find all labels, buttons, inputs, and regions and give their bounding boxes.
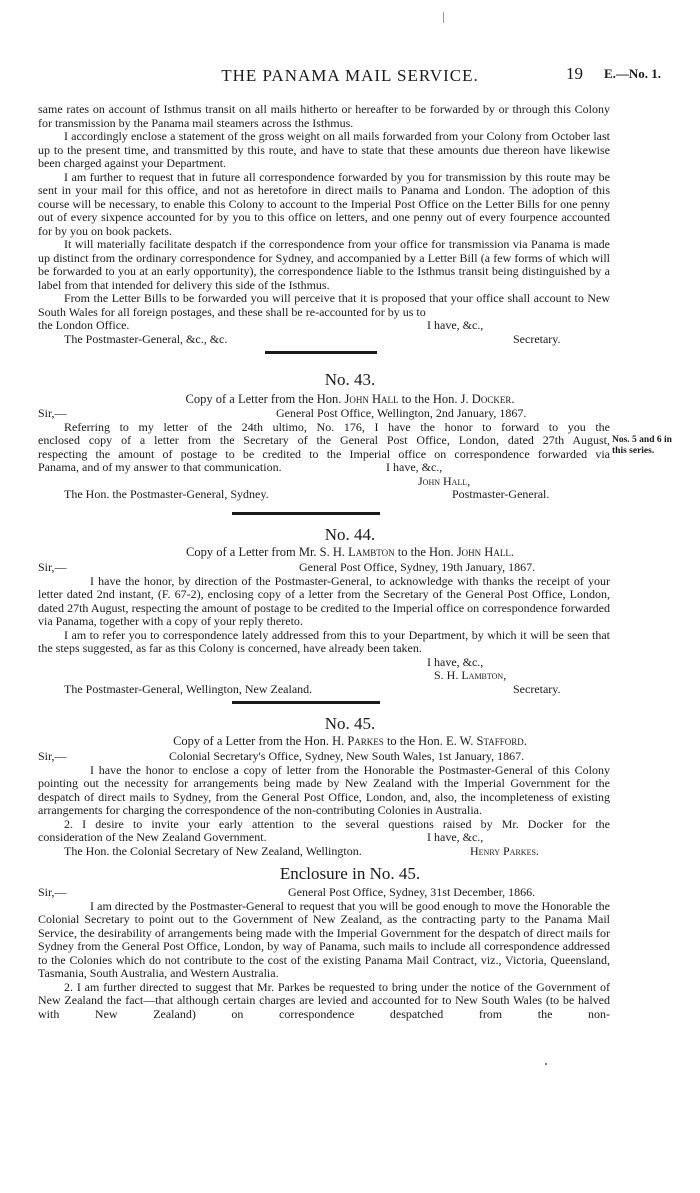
letter-heading-44: No. 44. bbox=[324, 525, 376, 544]
paragraph-end: consideration of the New Zealand Government. bbox=[38, 830, 267, 844]
salutation: Sir,— bbox=[38, 749, 67, 763]
paragraph: I am further to request that in future all correspondence forwarded by you for transmission by this route may be sent in your mail for this office, and not as heretofore in direct mails to Panama and London. The adoption of this course will be necessary, to enable this Colony to account to the Imperial Post Office on the Letter Bills for one penny out of every sixpence accounted for by you to this office on letters, and one penny out of every fourpence accounted for by you on book packets. bbox=[38, 169, 610, 238]
letter-description-44: Copy of a Letter from Mr. S. H. Lambton to the Hon. John Hall. bbox=[186, 545, 514, 559]
running-title: THE PANAMA MAIL SERVICE. bbox=[221, 66, 479, 85]
ink-speck bbox=[545, 1063, 547, 1065]
closing: I have, &c., bbox=[427, 654, 484, 669]
closing: I have, &c., bbox=[427, 830, 484, 844]
addressee: The Hon. the Postmaster-General, Sydney. bbox=[64, 487, 269, 501]
dateline: General Post Office, Wellington, 2nd January, 1867. bbox=[276, 406, 527, 420]
page-number: 19 bbox=[566, 64, 583, 83]
closing: I have, &c., bbox=[386, 460, 443, 474]
signer: John Hall, bbox=[418, 473, 471, 488]
letter-heading-43: No. 43. bbox=[324, 370, 376, 389]
margin-note: Nos. 5 and 6 in this series. bbox=[612, 435, 672, 456]
signature: Secretary. bbox=[513, 331, 561, 346]
paragraph: I accordingly enclose a statement of the gross weight on all mails forwarded from your Colony from October last up to the present time, and transmitted by this route, and have to state that these amounts due thereon have likewise been charged against your Department. bbox=[38, 129, 610, 170]
paragraph: From the Letter Bills to be forwarded you will perceive that it is proposed that your office shall account to New South Wales for all foreign postages, and these shall be re-accounted for by us to bbox=[38, 291, 610, 319]
salutation: Sir,— bbox=[38, 885, 67, 899]
letter-44-body bbox=[38, 561, 610, 696]
letter-43-body bbox=[38, 407, 610, 502]
intro-section bbox=[38, 103, 610, 346]
enclosure-heading: Enclosure in No. 45. bbox=[279, 864, 421, 883]
paragraph: I am to refer you to correspondence lately addressed from this to your Department, by which it will be seen that the steps suggested, as far as this Colony is concerned, have already been taken. bbox=[38, 627, 610, 655]
enclosure-body bbox=[38, 886, 610, 1021]
addressee: The Postmaster-General, &c., &c. bbox=[64, 331, 228, 346]
document-reference: E.—No. 1. bbox=[604, 66, 662, 81]
letter-description-43: Copy of a Letter from the Hon. John Hall to the Hon. J. Docker. bbox=[185, 392, 515, 406]
paragraph: same rates on account of Isthmus transit on all mails hitherto or hereafter to be forwarded by or through this Colony for transmission by the Panama mail steamers across the Isthmus. bbox=[38, 102, 610, 130]
section-rule bbox=[232, 701, 380, 704]
body-line: Referring to my letter of the 24th ultimo, No. 176, I have the honor to forward to you the bbox=[64, 419, 610, 434]
body-line: enclosed copy of a letter from the Secretary of the General Post Office, London, dated 27th August, bbox=[38, 433, 610, 447]
salutation: Sir,— bbox=[38, 406, 67, 420]
dateline: General Post Office, Sydney, 19th January, 1867. bbox=[299, 560, 536, 574]
addressee: The Postmaster-General, Wellington, New Zealand. bbox=[64, 681, 313, 696]
section-rule bbox=[265, 351, 377, 354]
paragraph: 2. I desire to invite your early attention to the several questions raised by Mr. Docker for the bbox=[64, 816, 610, 831]
paragraph: 2. I am further directed to suggest that Mr. Parkes be requested to bring under the notice of the Government of New Zealand the fact—that although certain charges are levied and accounted for to New South Wales (to be halved with New Zealand) on correspondence despatched from the non- bbox=[38, 979, 610, 1021]
dateline: Colonial Secretary's Office, Sydney, New South Wales, 1st January, 1867. bbox=[169, 749, 525, 763]
body-line: Panama, and of my answer to that communication. bbox=[38, 460, 282, 474]
page-mark bbox=[443, 12, 444, 23]
paragraph: It will materially facilitate despatch if the correspondence from your office for transmission via Panama is made up distinct from the ordinary correspondence for Sydney, and accompanied by a Letter Bill (a few forms of which will be forwarded to you at an early opportunity), the correspondence liable to the Isthmus transit being distinguished by a label from that intended for delivery this side of the Isthmus. bbox=[38, 237, 610, 292]
letter-heading-45: No. 45. bbox=[324, 714, 376, 733]
section-rule bbox=[232, 512, 380, 515]
signer: S. H. Lambton, bbox=[434, 668, 507, 682]
body-line: respecting the amount of postage to be credited to the Imperial office on correspondence forwarded via bbox=[38, 446, 610, 461]
paragraph: I am directed by the Postmaster-General to request that you will be good enough to move the Honorable the Colonial Secretary to point out to the Government of New Zealand, as the contracting party to the Panama Mail Service, the desirability of arrangements being made with the Imperial Government for the despatch of direct mails for Sydney from the General Post Office, London, by way of Panama, such mails to include all correspondence addressed to the Colonies which do not contribute to the cost of the existing Panama Mail Contract, viz., Victoria, Queensland, Tasmania, South Australia, and Western Australia. bbox=[38, 898, 610, 980]
closing: I have, &c., bbox=[427, 318, 484, 332]
signer-title: Postmaster-General. bbox=[452, 487, 550, 501]
paragraph-end: the London Office. bbox=[38, 318, 130, 332]
letter-45-body bbox=[38, 750, 610, 858]
addressee: The Hon. the Colonial Secretary of New Zealand, Wellington. bbox=[64, 843, 362, 858]
signer-title: Secretary. bbox=[513, 681, 561, 696]
salutation: Sir,— bbox=[38, 560, 67, 574]
paragraph: I have the honor, by direction of the Postmaster-General, to acknowledge with thanks the receipt of your letter dated 2nd instant, (F. 67-2), enclosing copy of a letter from the Secretary of the General Post Office, London, dated 27th August, respecting the amount of postage to be credited to the Imperial office on correspondence forwarded via Panama, together with a copy of your reply thereto. bbox=[38, 573, 610, 628]
paragraph: I have the honor to enclose a copy of letter from the Honorable the Postmaster-General of this Colony pointing out the necessity for arrangements being made by New Zealand with the Imperial Government for the despatch of direct mails to Sydney, from the General Post Office, London, and, also, the incompleteness of existing arrangements for charging the correspondence of the non-contributing Colonies in Australia. bbox=[38, 762, 610, 817]
signer: Henry Parkes. bbox=[470, 843, 539, 858]
dateline: General Post Office, Sydney, 31st December, 1866. bbox=[288, 885, 536, 899]
letter-description-45: Copy of a Letter from the Hon. H. Parkes to the Hon. E. W. Stafford. bbox=[173, 734, 527, 748]
